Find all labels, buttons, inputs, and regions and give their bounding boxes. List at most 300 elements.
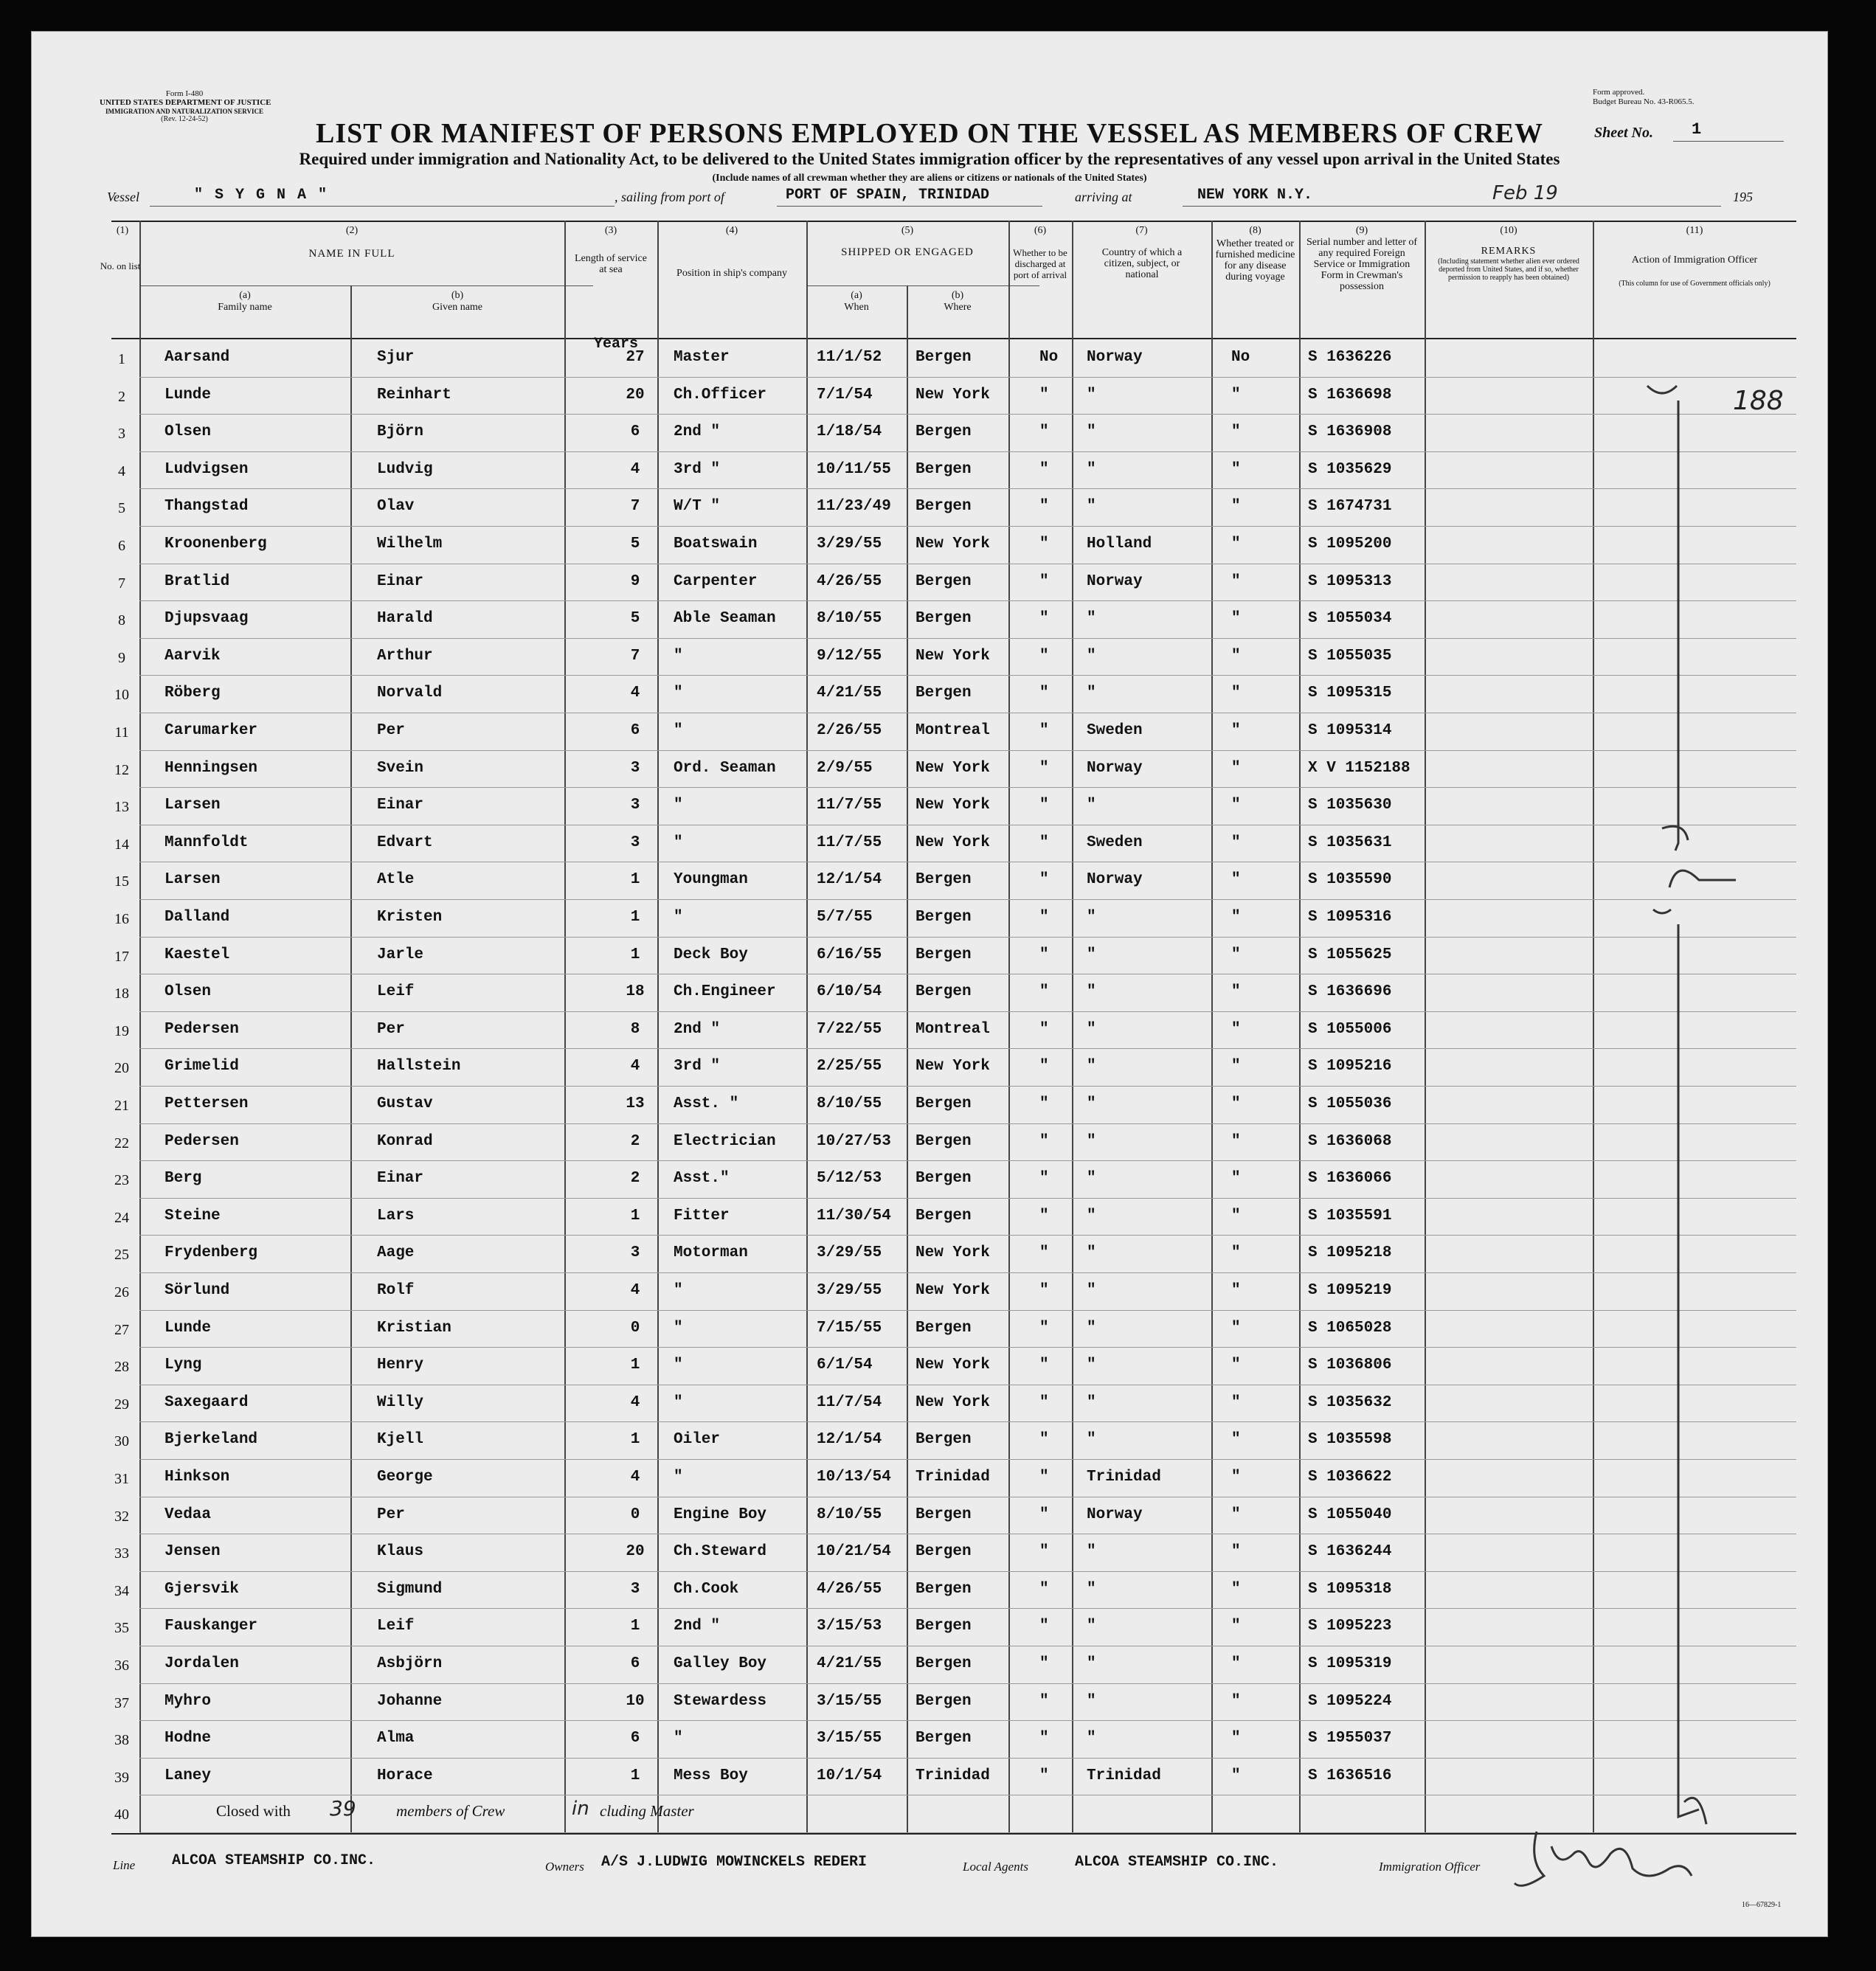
given-name: Johanne bbox=[377, 1692, 443, 1710]
col5-label: SHIPPED OR ENGAGED bbox=[841, 246, 974, 258]
sheet-label: Sheet No. bbox=[1594, 125, 1653, 141]
col7-label: Country of which a citizen, subject, or national bbox=[1101, 247, 1183, 280]
serial-number: S 1055625 bbox=[1308, 946, 1392, 963]
given-name: Olav bbox=[377, 498, 415, 516]
position: Electrician bbox=[674, 1132, 776, 1150]
service-years: 1 bbox=[630, 1431, 640, 1449]
shipped-when: 5/12/53 bbox=[817, 1170, 882, 1188]
given-name: Gustav bbox=[377, 1095, 433, 1112]
position: Master bbox=[674, 349, 730, 366]
serial-number: S 1636908 bbox=[1308, 423, 1392, 441]
shipped-when: 4/21/55 bbox=[817, 1655, 882, 1672]
medicine: " bbox=[1231, 1132, 1241, 1150]
service-years: 18 bbox=[626, 983, 645, 1001]
row-number: 16 bbox=[114, 911, 129, 927]
serial-number: S 1055006 bbox=[1308, 1020, 1392, 1038]
shipped-when: 3/15/53 bbox=[817, 1618, 882, 1635]
country: " bbox=[1087, 983, 1096, 1001]
family-name: Saxegaard bbox=[165, 1393, 249, 1411]
form-revision: (Rev. 12-24-52) bbox=[161, 115, 208, 123]
shipped-where: Bergen bbox=[915, 610, 972, 628]
service-years: 3 bbox=[630, 834, 640, 851]
arriving-label: arriving at bbox=[1075, 190, 1132, 204]
col1-number: (1) bbox=[116, 225, 129, 236]
given-name: Einar bbox=[377, 572, 424, 590]
service-years: 6 bbox=[630, 423, 640, 441]
family-name: Olsen bbox=[165, 983, 212, 1001]
country: " bbox=[1087, 1020, 1096, 1038]
medicine: " bbox=[1231, 386, 1241, 403]
country: " bbox=[1087, 1580, 1096, 1598]
country: " bbox=[1087, 460, 1096, 478]
position: Youngman bbox=[674, 871, 748, 889]
service-years: 4 bbox=[630, 460, 640, 478]
serial-number: S 1036622 bbox=[1308, 1469, 1392, 1486]
family-name: Olsen bbox=[165, 423, 212, 441]
discharged: " bbox=[1039, 1618, 1049, 1635]
shipped-when: 12/1/54 bbox=[817, 871, 882, 889]
service-years: 4 bbox=[630, 1393, 640, 1411]
medicine: " bbox=[1231, 1020, 1241, 1038]
country: " bbox=[1087, 1393, 1096, 1411]
position: " bbox=[674, 1730, 683, 1747]
serial-number: X V 1152188 bbox=[1308, 759, 1411, 777]
given-name: Rolf bbox=[377, 1282, 415, 1299]
service-years: 6 bbox=[630, 1730, 640, 1747]
shipped-when: 4/21/55 bbox=[817, 685, 882, 702]
shipped-where: New York bbox=[915, 386, 990, 403]
row-number: 40 bbox=[114, 1807, 129, 1823]
serial-number: S 1674731 bbox=[1308, 498, 1392, 516]
shipped-where: Bergen bbox=[915, 946, 972, 963]
shipped-where: Bergen bbox=[915, 1207, 972, 1224]
position: Galley Boy bbox=[674, 1655, 767, 1672]
family-name: Larsen bbox=[165, 871, 221, 889]
given-name: Asbjörn bbox=[377, 1655, 443, 1672]
serial-number: S 1035590 bbox=[1308, 871, 1392, 889]
agents-label: Local Agents bbox=[963, 1860, 1028, 1874]
discharged: " bbox=[1039, 610, 1049, 628]
country: " bbox=[1087, 1132, 1096, 1150]
country: Trinidad bbox=[1087, 1767, 1161, 1784]
country: " bbox=[1087, 946, 1096, 963]
discharged: " bbox=[1039, 1543, 1049, 1561]
serial-number: S 1035629 bbox=[1308, 460, 1392, 478]
service-years: 1 bbox=[630, 1767, 640, 1784]
form-number: Form I-480 bbox=[165, 89, 204, 98]
discharged: " bbox=[1039, 1282, 1049, 1299]
shipped-where: Bergen bbox=[915, 1431, 972, 1449]
medicine: " bbox=[1231, 1692, 1241, 1710]
col5-number: (5) bbox=[901, 225, 914, 236]
position: " bbox=[674, 909, 683, 926]
medicine: " bbox=[1231, 1655, 1241, 1672]
serial-number: S 1095219 bbox=[1308, 1282, 1392, 1299]
country: Norway bbox=[1087, 871, 1143, 889]
service-years: 4 bbox=[630, 1058, 640, 1075]
service-years: 1 bbox=[630, 871, 640, 889]
given-name: Wilhelm bbox=[377, 536, 443, 552]
country: " bbox=[1087, 1431, 1096, 1449]
medicine: " bbox=[1231, 1319, 1241, 1337]
shipped-when: 10/11/55 bbox=[817, 460, 891, 478]
serial-number: S 1955037 bbox=[1308, 1730, 1392, 1747]
row-number: 39 bbox=[114, 1769, 129, 1786]
country: Norway bbox=[1087, 349, 1143, 366]
family-name: Pedersen bbox=[165, 1132, 239, 1150]
service-years: 1 bbox=[630, 1618, 640, 1635]
service-years: 4 bbox=[630, 1282, 640, 1299]
discharged: " bbox=[1039, 909, 1049, 926]
family-name: Berg bbox=[165, 1170, 202, 1188]
family-name: Fauskanger bbox=[165, 1618, 258, 1635]
shipped-where: Bergen bbox=[915, 983, 972, 1001]
service-years: 3 bbox=[630, 797, 640, 814]
shipped-when: 5/7/55 bbox=[817, 909, 873, 926]
row-number: 7 bbox=[118, 575, 125, 592]
col2-number: (2) bbox=[345, 225, 359, 236]
discharged: " bbox=[1039, 1020, 1049, 1038]
country: " bbox=[1087, 1095, 1096, 1112]
family-name: Gjersvik bbox=[165, 1580, 239, 1598]
medicine: " bbox=[1231, 1058, 1241, 1075]
service-years: 4 bbox=[630, 1469, 640, 1486]
service-years: 1 bbox=[630, 946, 640, 963]
col2a-label: Family name bbox=[218, 302, 272, 313]
shipped-where: Bergen bbox=[915, 1506, 972, 1523]
country: Holland bbox=[1087, 536, 1152, 552]
row-number: 11 bbox=[114, 724, 129, 741]
given-name: Hallstein bbox=[377, 1058, 461, 1075]
row-number: 14 bbox=[114, 836, 129, 853]
discharged: " bbox=[1039, 1692, 1049, 1710]
given-name: Sigmund bbox=[377, 1580, 443, 1598]
position: " bbox=[674, 722, 683, 739]
shipped-when: 11/7/55 bbox=[817, 797, 882, 814]
line-name: ALCOA STEAMSHIP CO.INC. bbox=[172, 1852, 376, 1869]
discharged: " bbox=[1039, 386, 1049, 403]
shipped-where: Bergen bbox=[915, 460, 972, 478]
shipped-when: 11/30/54 bbox=[817, 1207, 891, 1224]
medicine: " bbox=[1231, 1469, 1241, 1486]
medicine: " bbox=[1231, 871, 1241, 889]
given-name: Edvart bbox=[377, 834, 433, 851]
position: Stewardess bbox=[674, 1692, 767, 1710]
given-name: Per bbox=[377, 722, 405, 739]
family-name: Mannfoldt bbox=[165, 834, 249, 851]
family-name: Aarsand bbox=[165, 349, 230, 366]
col4-label: Position in ship's company bbox=[676, 268, 787, 279]
medicine: " bbox=[1231, 1543, 1241, 1561]
position: " bbox=[674, 647, 683, 665]
position: " bbox=[674, 1319, 683, 1337]
serial-number: S 1035598 bbox=[1308, 1431, 1392, 1449]
serial-number: S 1095224 bbox=[1308, 1692, 1392, 1710]
agency-service: IMMIGRATION AND NATURALIZATION SERVICE bbox=[105, 108, 263, 115]
shipped-where: Bergen bbox=[915, 1730, 972, 1747]
serial-number: S 1055034 bbox=[1308, 610, 1392, 628]
country: Norway bbox=[1087, 572, 1143, 590]
discharged: " bbox=[1039, 1469, 1049, 1486]
given-name: Aage bbox=[377, 1244, 415, 1262]
officer-signature bbox=[1507, 1817, 1699, 1898]
discharged: " bbox=[1039, 1244, 1049, 1262]
service-years: 20 bbox=[626, 1543, 645, 1561]
medicine: " bbox=[1231, 983, 1241, 1001]
position: " bbox=[674, 1282, 683, 1299]
row-number: 37 bbox=[114, 1694, 129, 1711]
given-name: Kjell bbox=[377, 1431, 424, 1449]
col5b-number: (b) bbox=[951, 290, 964, 301]
serial-number: S 1095314 bbox=[1308, 722, 1392, 739]
handwritten-date: Feb 19 bbox=[1492, 182, 1558, 204]
shipped-where: Bergen bbox=[915, 423, 972, 441]
family-name: Ludvigsen bbox=[165, 460, 249, 478]
medicine: " bbox=[1231, 1170, 1241, 1188]
position: Ch.Steward bbox=[674, 1543, 767, 1561]
row-number: 3 bbox=[118, 426, 125, 443]
position: 3rd " bbox=[674, 1058, 721, 1075]
country: " bbox=[1087, 647, 1096, 665]
col4-number: (4) bbox=[725, 225, 738, 236]
serial-number: S 1095218 bbox=[1308, 1244, 1392, 1262]
given-name: Svein bbox=[377, 759, 424, 777]
family-name: Frydenberg bbox=[165, 1244, 258, 1262]
shipped-when: 6/10/54 bbox=[817, 983, 882, 1001]
discharged: " bbox=[1039, 1655, 1049, 1672]
row-number: 25 bbox=[114, 1247, 129, 1264]
serial-number: S 1636516 bbox=[1308, 1767, 1392, 1784]
serial-number: S 1095318 bbox=[1308, 1580, 1392, 1598]
serial-number: S 1035630 bbox=[1308, 797, 1392, 814]
discharged: " bbox=[1039, 1319, 1049, 1337]
country: " bbox=[1087, 386, 1096, 403]
given-name: Henry bbox=[377, 1357, 424, 1374]
year-prefix: 195 bbox=[1733, 190, 1753, 204]
closing-middle: members of Crew bbox=[396, 1802, 505, 1820]
country: " bbox=[1087, 1543, 1096, 1561]
service-years: 7 bbox=[630, 647, 640, 665]
country: " bbox=[1087, 797, 1096, 814]
col5a-number: (a) bbox=[851, 290, 862, 301]
shipped-where: Bergen bbox=[915, 572, 972, 590]
vessel-label: Vessel bbox=[107, 190, 139, 204]
shipped-where: Bergen bbox=[915, 1132, 972, 1150]
position: W/T " bbox=[674, 498, 721, 516]
family-name: Kaestel bbox=[165, 946, 230, 963]
position: 2nd " bbox=[674, 423, 721, 441]
row-number: 28 bbox=[114, 1359, 129, 1376]
col2b-label: Given name bbox=[432, 302, 483, 313]
col7-number: (7) bbox=[1135, 225, 1148, 236]
shipped-when: 8/10/55 bbox=[817, 1095, 882, 1112]
shipped-when: 10/1/54 bbox=[817, 1767, 882, 1784]
family-name: Steine bbox=[165, 1207, 221, 1224]
agency-name: UNITED STATES DEPARTMENT OF JUSTICE bbox=[100, 98, 271, 107]
shipped-when: 1/18/54 bbox=[817, 423, 882, 441]
shipped-when: 6/16/55 bbox=[817, 946, 882, 963]
discharged: " bbox=[1039, 983, 1049, 1001]
shipped-when: 10/27/53 bbox=[817, 1132, 891, 1150]
discharged: " bbox=[1039, 423, 1049, 441]
medicine: " bbox=[1231, 1506, 1241, 1523]
serial-number: S 1095313 bbox=[1308, 572, 1392, 590]
medicine: " bbox=[1231, 1730, 1241, 1747]
position: 2nd " bbox=[674, 1618, 721, 1635]
discharged: " bbox=[1039, 1095, 1049, 1112]
shipped-when: 2/25/55 bbox=[817, 1058, 882, 1075]
medicine: " bbox=[1231, 572, 1241, 590]
agents-name: ALCOA STEAMSHIP CO.INC. bbox=[1075, 1854, 1279, 1871]
serial-number: S 1095315 bbox=[1308, 685, 1392, 702]
serial-number: S 1055035 bbox=[1308, 647, 1392, 665]
row-number: 21 bbox=[114, 1098, 129, 1114]
position: Deck Boy bbox=[674, 946, 748, 963]
service-years: 13 bbox=[626, 1095, 645, 1112]
officer-label: Immigration Officer bbox=[1379, 1860, 1481, 1874]
position: " bbox=[674, 834, 683, 851]
medicine: " bbox=[1231, 1618, 1241, 1635]
shipped-when: 2/9/55 bbox=[817, 759, 873, 777]
discharged: " bbox=[1039, 871, 1049, 889]
shipped-when: 11/7/55 bbox=[817, 834, 882, 851]
given-name: Einar bbox=[377, 797, 424, 814]
row-number: 12 bbox=[114, 761, 129, 778]
given-name: Reinhart bbox=[377, 386, 451, 403]
shipped-when: 3/15/55 bbox=[817, 1730, 882, 1747]
col5a-label: When bbox=[844, 302, 869, 313]
col9-number: (9) bbox=[1355, 225, 1368, 236]
serial-number: S 1095316 bbox=[1308, 909, 1392, 926]
shipped-when: 11/7/54 bbox=[817, 1393, 882, 1411]
discharged: " bbox=[1039, 647, 1049, 665]
medicine: " bbox=[1231, 797, 1241, 814]
manifest-sheet bbox=[31, 31, 1828, 1937]
country: " bbox=[1087, 1282, 1096, 1299]
form-approved: Form approved. bbox=[1593, 88, 1645, 97]
shipped-when: 3/15/55 bbox=[817, 1692, 882, 1710]
medicine: " bbox=[1231, 1207, 1241, 1224]
shipped-where: Bergen bbox=[915, 1319, 972, 1337]
service-years: 5 bbox=[630, 610, 640, 628]
shipped-where: New York bbox=[915, 1244, 990, 1262]
col10-note: (Including statement whether alien ever ordered deported from United States, and if so, whether permission to reapply has been obtained) bbox=[1438, 257, 1579, 282]
shipped-where: Trinidad bbox=[915, 1469, 990, 1486]
col11-note: (This column for use of Government officials only) bbox=[1619, 280, 1771, 288]
discharged: " bbox=[1039, 1207, 1049, 1224]
given-name: Leif bbox=[377, 983, 415, 1001]
given-name: Einar bbox=[377, 1170, 424, 1188]
service-years: 1 bbox=[630, 909, 640, 926]
family-name: Pedersen bbox=[165, 1020, 239, 1038]
country: Norway bbox=[1087, 1506, 1143, 1523]
position: Carpenter bbox=[674, 572, 758, 590]
row-number: 13 bbox=[114, 799, 129, 816]
discharged: " bbox=[1039, 1580, 1049, 1598]
country: " bbox=[1087, 1319, 1096, 1337]
shipped-where: Bergen bbox=[915, 1692, 972, 1710]
family-name: Lunde bbox=[165, 386, 212, 403]
shipped-where: Bergen bbox=[915, 909, 972, 926]
position: Ch.Engineer bbox=[674, 983, 776, 1001]
family-name: Laney bbox=[165, 1767, 212, 1784]
country: " bbox=[1087, 610, 1096, 628]
shipped-when: 2/26/55 bbox=[817, 722, 882, 739]
given-name: Jarle bbox=[377, 946, 424, 963]
given-name: Klaus bbox=[377, 1543, 424, 1561]
shipped-where: Trinidad bbox=[915, 1767, 990, 1784]
medicine: " bbox=[1231, 1767, 1241, 1784]
shipped-where: Bergen bbox=[915, 498, 972, 516]
shipped-where: New York bbox=[915, 1393, 990, 1411]
family-name: Lyng bbox=[165, 1357, 202, 1374]
given-name: Kristian bbox=[377, 1319, 451, 1337]
position: " bbox=[674, 1469, 683, 1486]
col3-number: (3) bbox=[604, 225, 617, 236]
row-number: 38 bbox=[114, 1732, 129, 1749]
shipped-when: 11/23/49 bbox=[817, 498, 891, 516]
row-number: 5 bbox=[118, 500, 125, 517]
row-number: 27 bbox=[114, 1321, 129, 1338]
position: Able Seaman bbox=[674, 610, 776, 628]
country: " bbox=[1087, 498, 1096, 516]
discharged: " bbox=[1039, 1393, 1049, 1411]
shipped-when: 4/26/55 bbox=[817, 572, 882, 590]
service-years: 6 bbox=[630, 722, 640, 739]
position: Ch.Officer bbox=[674, 386, 767, 403]
country: " bbox=[1087, 1357, 1096, 1374]
given-name: Per bbox=[377, 1506, 405, 1523]
position: Ord. Seaman bbox=[674, 759, 776, 777]
country: Norway bbox=[1087, 759, 1143, 777]
shipped-where: New York bbox=[915, 1357, 990, 1374]
service-years: 3 bbox=[630, 759, 640, 777]
discharged: " bbox=[1039, 1506, 1049, 1523]
country: " bbox=[1087, 1730, 1096, 1747]
medicine: " bbox=[1231, 536, 1241, 552]
family-name: Vedaa bbox=[165, 1506, 212, 1523]
medicine: " bbox=[1231, 1431, 1241, 1449]
service-years: 1 bbox=[630, 1357, 640, 1374]
shipped-when: 7/15/55 bbox=[817, 1319, 882, 1337]
country: " bbox=[1087, 423, 1096, 441]
col9-label: Serial number and letter of any required Foreign Service or Immigration Form in Crewman's possession bbox=[1306, 237, 1418, 292]
discharged: " bbox=[1039, 946, 1049, 963]
family-name: Henningsen bbox=[165, 759, 258, 777]
discharged: " bbox=[1039, 1730, 1049, 1747]
given-name: Konrad bbox=[377, 1132, 433, 1150]
row-number: 35 bbox=[114, 1620, 129, 1637]
family-name: Aarvik bbox=[165, 647, 221, 665]
row-number: 26 bbox=[114, 1284, 129, 1300]
row-number: 22 bbox=[114, 1135, 129, 1151]
serial-number: S 1636244 bbox=[1308, 1543, 1392, 1561]
serial-number: S 1055036 bbox=[1308, 1095, 1392, 1112]
col6-label: Whether to be discharged at port of arrival bbox=[1013, 247, 1067, 280]
col10-label: REMARKS bbox=[1481, 246, 1537, 257]
medicine: " bbox=[1231, 1357, 1241, 1374]
medicine: " bbox=[1231, 1393, 1241, 1411]
medicine: " bbox=[1231, 1095, 1241, 1112]
shipped-when: 11/1/52 bbox=[817, 349, 882, 366]
service-years: 3 bbox=[630, 1580, 640, 1598]
col11-number: (11) bbox=[1686, 225, 1703, 236]
closing-count: 39 bbox=[330, 1796, 356, 1821]
line-label: Line bbox=[113, 1858, 136, 1872]
serial-number: S 1636068 bbox=[1308, 1132, 1392, 1150]
family-name: Pettersen bbox=[165, 1095, 249, 1112]
service-years: 27 bbox=[626, 349, 645, 366]
